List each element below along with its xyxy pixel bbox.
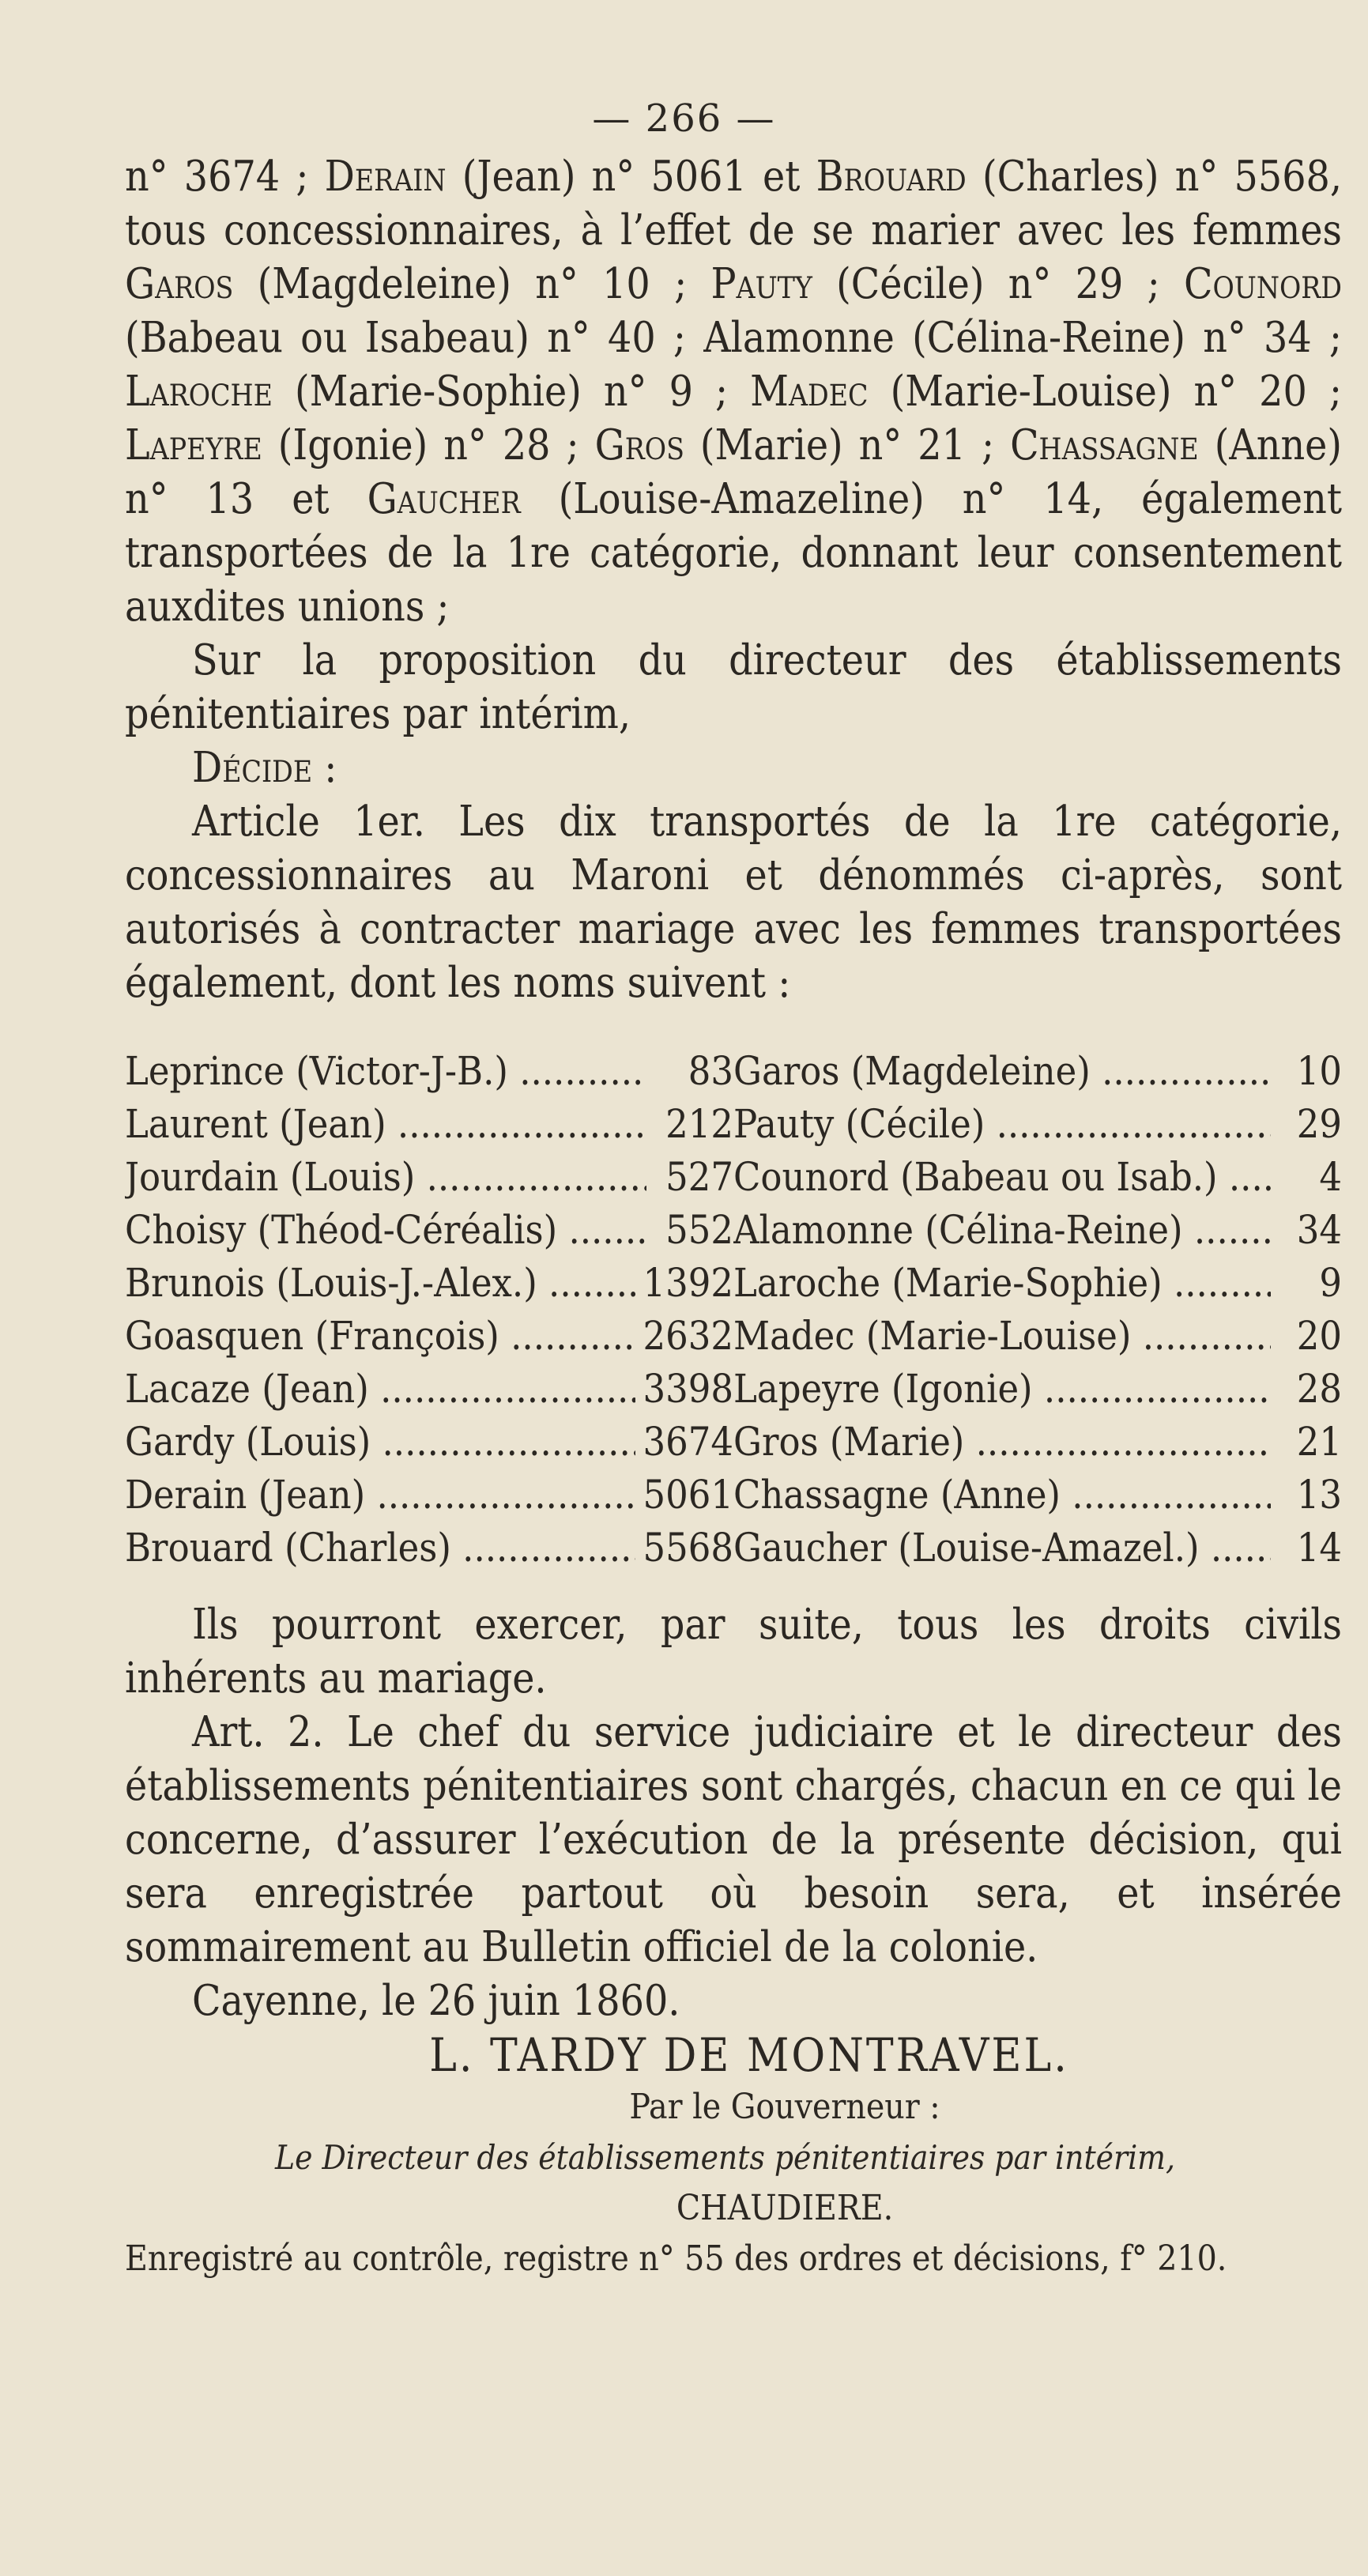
registration-note: Enregistré au contrôle, registre n° 55 des ordres et décisions, f° 210. [125, 2238, 1227, 2279]
man-name: Laurent (Jean) ..... [125, 1098, 646, 1151]
woman-name: Pauty (Cécile) ..... [733, 1098, 1271, 1151]
woman-row [733, 1204, 1342, 1257]
women-list [733, 1045, 1342, 1575]
par-le-gouverneur: Par le Gouverneur : [629, 2087, 940, 2127]
woman-name: Gros (Marie) ..... [733, 1416, 1271, 1469]
surname: Derain [324, 153, 447, 201]
intro-text: (Louise-Amazeline) n° 14, également transportées de la 1re catégorie, donnant leur consentement auxdites unions ; [125, 475, 1342, 631]
man-number: 5568 [643, 1525, 733, 1571]
man-number: 3674 [643, 1419, 733, 1465]
place-date: Cayenne, le 26 juin 1860. [192, 1977, 680, 2025]
document-body [125, 150, 1342, 2284]
man-name: Goasquen (François) ..... [125, 1310, 635, 1363]
surname: Laroche [125, 368, 273, 416]
surname: Lapeyre [125, 421, 262, 470]
surname: Counord [1183, 260, 1342, 308]
woman-name: Garos (Magdeleine) ..... [733, 1045, 1271, 1098]
intro-text: (Babeau ou Isabeau) n° 40 ; Alamonne (Célina-Reine) n° 34 ; [125, 314, 1342, 362]
surname: Gros [594, 421, 684, 470]
woman-row [733, 1469, 1342, 1522]
woman-row [733, 1522, 1342, 1575]
woman-name: Counord (Babeau ou Isab.) ..... [733, 1151, 1271, 1204]
woman-row [733, 1257, 1342, 1310]
man-name: Derain (Jean) ..... [125, 1469, 635, 1522]
surname: Brouard [816, 153, 967, 201]
man-name: Jourdain (Louis) ..... [125, 1151, 646, 1204]
surname: Madec [750, 368, 869, 416]
man-name: Lacaze (Jean) ..... [125, 1363, 635, 1416]
woman-number: 9 [1319, 1260, 1342, 1306]
man-row [125, 1416, 733, 1469]
intro-text: (Jean) n° 5061 et [446, 153, 816, 201]
woman-name: Alamonne (Célina-Reine) ..... [733, 1204, 1271, 1257]
woman-row [733, 1045, 1342, 1098]
man-name: Leprince (Victor-J-B.) ..... [125, 1045, 646, 1098]
woman-row [733, 1416, 1342, 1469]
man-row [125, 1363, 733, 1416]
surname: Pauty [710, 260, 812, 308]
woman-number: 28 [1296, 1366, 1342, 1412]
woman-name: Madec (Marie-Louise) ..... [733, 1310, 1271, 1363]
woman-number: 10 [1296, 1048, 1342, 1094]
man-number: 212 [665, 1101, 733, 1147]
surname: Chassagne [1010, 421, 1199, 470]
signature: L. TARDY DE MONTRAVEL. [429, 2028, 1069, 2082]
intro-paragraph [125, 150, 1342, 634]
surname: Gaucher [367, 475, 521, 523]
woman-number: 21 [1296, 1419, 1342, 1465]
man-row [125, 1098, 733, 1151]
surname: Garos [125, 260, 234, 308]
man-row [125, 1257, 733, 1310]
man-row [125, 1469, 733, 1522]
man-name: Brouard (Charles) ..... [125, 1522, 635, 1575]
woman-name: Chassagne (Anne) ..... [733, 1469, 1271, 1522]
man-name: Gardy (Louis) ..... [125, 1416, 635, 1469]
proposition-paragraph: Sur la proposition du directeur des établissements pénitentiaires par intérim, [125, 636, 1342, 738]
man-number: 1392 [643, 1260, 733, 1306]
intro-text: (Marie-Louise) n° 20 ; [868, 368, 1342, 416]
man-number: 83 [688, 1048, 733, 1094]
woman-name: Laroche (Marie-Sophie) ..... [733, 1257, 1271, 1310]
man-row [125, 1310, 733, 1363]
woman-row [733, 1310, 1342, 1363]
man-number: 552 [665, 1207, 733, 1253]
decide-heading: Décide : [192, 744, 337, 792]
man-number: 3398 [643, 1366, 733, 1412]
page-number: — 266 — [592, 96, 776, 141]
man-number: 2632 [643, 1313, 733, 1359]
man-row [125, 1045, 733, 1098]
names-list [125, 1045, 1342, 1575]
intro-text: n° 3674 ; [125, 153, 325, 201]
intro-text: (Anne) n° 13 et [125, 421, 1342, 523]
woman-row [733, 1098, 1342, 1151]
intro-text: (Marie-Sophie) n° 9 ; [272, 368, 751, 416]
civil-rights-paragraph: Ils pourront exercer, par suite, tous les droits civils inhérents au mariage. [125, 1601, 1342, 1703]
woman-name: Gaucher (Louise-Amazel.) ..... [733, 1522, 1271, 1575]
man-name: Brunois (Louis-J.-Alex.) ..... [125, 1257, 635, 1310]
woman-number: 13 [1296, 1472, 1342, 1518]
woman-number: 4 [1319, 1154, 1342, 1200]
man-number: 5061 [643, 1472, 733, 1518]
men-list [125, 1045, 733, 1575]
woman-name: Lapeyre (Igonie) ..... [733, 1363, 1271, 1416]
woman-row [733, 1363, 1342, 1416]
woman-number: 29 [1296, 1101, 1342, 1147]
intro-text: (Marie) n° 21 ; [684, 421, 1011, 470]
article-1: Article 1er. Les dix transportés de la 1re catégorie, concessionnaires au Maroni et dénommés ci-après, sont autorisés à contracter mariage avec les femmes transportées également, dont les noms suivent : [125, 798, 1342, 1007]
intro-text: (Magdeleine) n° 10 ; [233, 260, 711, 308]
director-title: Le Directeur des établissements pénitentiaires par intérim, [275, 2138, 1175, 2177]
man-row [125, 1151, 733, 1204]
woman-row [733, 1151, 1342, 1204]
man-row [125, 1204, 733, 1257]
intro-text: (Cécile) n° 29 ; [812, 260, 1184, 308]
director-name: CHAUDIERE. [676, 2188, 894, 2228]
woman-number: 20 [1296, 1313, 1342, 1359]
woman-number: 14 [1296, 1525, 1342, 1571]
man-name: Choisy (Théod-Céréalis) ..... [125, 1204, 646, 1257]
intro-text: (Charles) n° 5568, tous concessionnaires, à l’effet de se marier avec les femmes [125, 153, 1342, 255]
woman-number: 34 [1296, 1207, 1342, 1253]
man-row [125, 1522, 733, 1575]
man-number: 527 [665, 1154, 733, 1200]
intro-text: (Igonie) n° 28 ; [262, 421, 595, 470]
article-2: Art. 2. Le chef du service judiciaire et le directeur des établissements pénitentiaires sont chargés, chacun en ce qui le concerne, d’assurer l’exécution de la présente décision, qui sera enregistrée partout où besoin sera, et insérée sommairement au Bulletin officiel de la colonie. [125, 1708, 1342, 1971]
